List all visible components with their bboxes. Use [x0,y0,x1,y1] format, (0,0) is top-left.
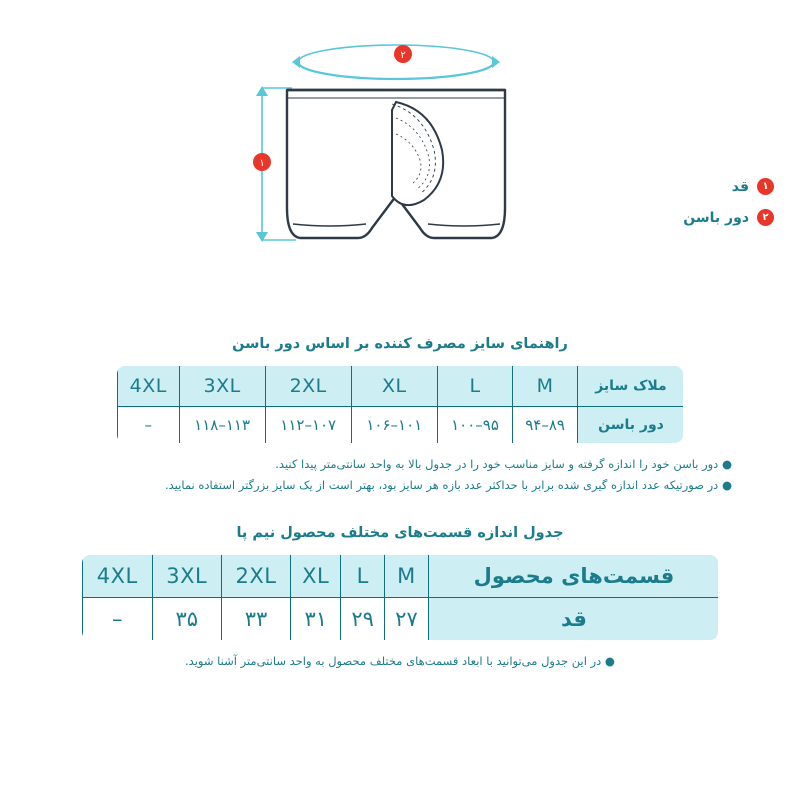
t1-row-label: دور باسن [577,407,685,445]
t2-size-XL: XL [291,554,341,598]
t1-value-L: ۹۵–۱۰۰ [437,407,512,445]
t1-size-M: M [513,365,578,407]
t2-row-label: قد [428,597,720,641]
t2-value-L: ۲۹ [341,597,385,641]
consumer-size-section [0,336,800,497]
size-guide-illustration [0,0,800,330]
t2-size-L: L [341,554,385,598]
t1-size-2XL: 2XL [265,365,351,407]
section2-title: جدول اندازه قسمت‌های مختلف محصول نیم پا [236,524,564,541]
legend-label-height: قد [731,178,749,195]
t2-size-3XL: 3XL [152,554,221,598]
t2-header-label: قسمت‌های محصول [428,554,720,598]
table-row [117,365,685,407]
section2-note-1: ● در این جدول می‌توانید با ابعاد قسمت‌های مختلف محصول به واحد سانتی‌متر آشنا شوید. [185,653,615,668]
section2-notes [60,651,740,672]
t1-value-XL: ۱۰۱–۱۰۶ [351,407,437,445]
t1-value-M: ۸۹–۹۴ [513,407,578,445]
table-row [117,407,685,445]
legend-item-hip [683,209,774,226]
section1-note-2: ● در صورتیکه عدد اندازه گیری شده برابر با حداکثر عدد بازه هر سایز بود، بهتر است از یک سایز بزرگتر استفاده نمایید. [164,478,732,493]
t2-value-4XL: – [82,597,152,641]
consumer-size-table [115,364,685,445]
t2-value-M: ۲۷ [385,597,429,641]
legend-bullet-2: ۲ [757,209,774,226]
product-dimensions-section [0,525,800,672]
underwear-diagram-svg [0,0,800,330]
section1-title: راهنمای سایز مصرف کننده بر اساس دور باسن [232,336,568,352]
section1-notes [60,454,740,497]
table-row [82,554,720,598]
section1-note-1: ● دور باسن خود را اندازه گرفته و سایز مناسب خود را در جدول بالا به واحد سانتی‌متر پیدا کنید. [275,457,732,471]
marker-2-label: ۲ [400,50,406,61]
t2-size-M: M [385,554,429,598]
t2-value-2XL: ۳۳ [221,597,290,641]
legend-label-hip: دور باسن [683,209,749,226]
t1-value-3XL: ۱۱۳–۱۱۸ [179,407,265,445]
t1-size-3XL: 3XL [179,365,265,407]
legend-item-height [732,178,774,195]
t2-value-3XL: ۳۵ [152,597,221,641]
hip-arrow-right [492,56,500,68]
t2-size-2XL: 2XL [221,554,290,598]
legend [683,178,774,226]
t1-size-4XL: 4XL [117,365,179,407]
marker-1-label: ۱ [259,158,265,169]
legend-bullet-1: ۱ [757,178,774,195]
t1-value-4XL: – [117,407,179,445]
table-row [82,597,720,641]
t2-value-XL: ۳۱ [291,597,341,641]
t1-header-label: ملاک سایز [577,365,685,407]
hip-ellipse-front [298,62,494,79]
product-dimensions-table [80,553,720,642]
t1-size-XL: XL [351,365,437,407]
t1-value-2XL: ۱۰۷–۱۱۲ [265,407,351,445]
t2-size-4XL: 4XL [82,554,152,598]
t1-size-L: L [437,365,512,407]
hip-arrow-left [292,56,300,68]
